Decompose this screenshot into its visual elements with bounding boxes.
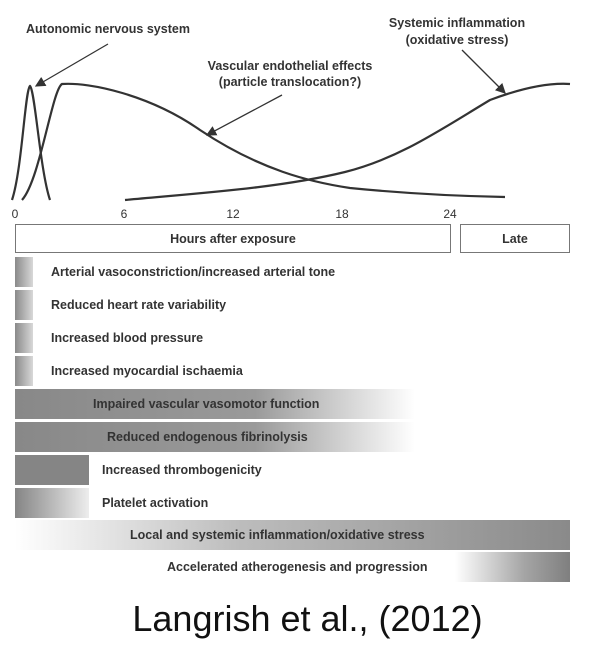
effect-row [15,552,570,582]
duration-bar [15,323,33,353]
vascular-label-line2: (particle translocation?) [218,75,362,89]
duration-bar [15,290,33,320]
late-box [460,224,570,253]
effect-label: Increased blood pressure [51,331,204,345]
effect-row [15,389,570,419]
effect-label: Arterial vasoconstriction/increased arterial tone [51,265,336,279]
systemic-label-line2: (oxidative stress) [405,33,509,47]
vascular-endothelial-curve [22,84,505,200]
effect-row [15,455,570,485]
effect-label: Increased thrombogenicity [102,463,262,477]
systemic-label-line1: Systemic inflammation [388,16,526,30]
tick-label: 6 [120,207,128,221]
tick-label: 18 [335,207,349,221]
tick-label: 0 [11,207,19,221]
autonomic-arrow [36,44,108,86]
autonomic-label: Autonomic nervous system [26,22,190,36]
effect-row [15,488,570,518]
late-label: Late [502,231,528,246]
duration-bar [15,455,89,485]
tick-label: 12 [226,207,240,221]
duration-bar [15,488,89,518]
effect-row [15,422,570,452]
effect-label: Impaired vascular vasomotor function [93,397,320,411]
effect-label: Platelet activation [102,496,209,510]
vascular-arrow [207,95,282,135]
effect-label: Reduced endogenous fibrinolysis [107,430,308,444]
citation: Langrish et al., (2012) [132,598,483,639]
effect-label: Increased myocardial ischaemia [51,364,243,378]
duration-bar [455,552,570,582]
effect-label: Reduced heart rate variability [51,298,227,312]
effect-row [15,323,570,353]
effect-label: Local and systemic inflammation/oxidative stress [130,528,425,542]
duration-bar [15,356,33,386]
vascular-label-line1: Vascular endothelial effects [207,59,373,73]
duration-bar [15,257,33,287]
effect-row [15,356,570,386]
tick-label: 24 [443,207,457,221]
systemic-inflammation-curve [125,84,570,200]
effect-row [15,257,570,287]
systemic-arrow [462,50,505,93]
hours-after-exposure-box [15,224,451,253]
effect-row [15,520,570,550]
effect-row [15,290,570,320]
effect-label: Accelerated atherogenesis and progression [167,560,428,574]
hours-after-exposure-label: Hours after exposure [170,231,296,246]
